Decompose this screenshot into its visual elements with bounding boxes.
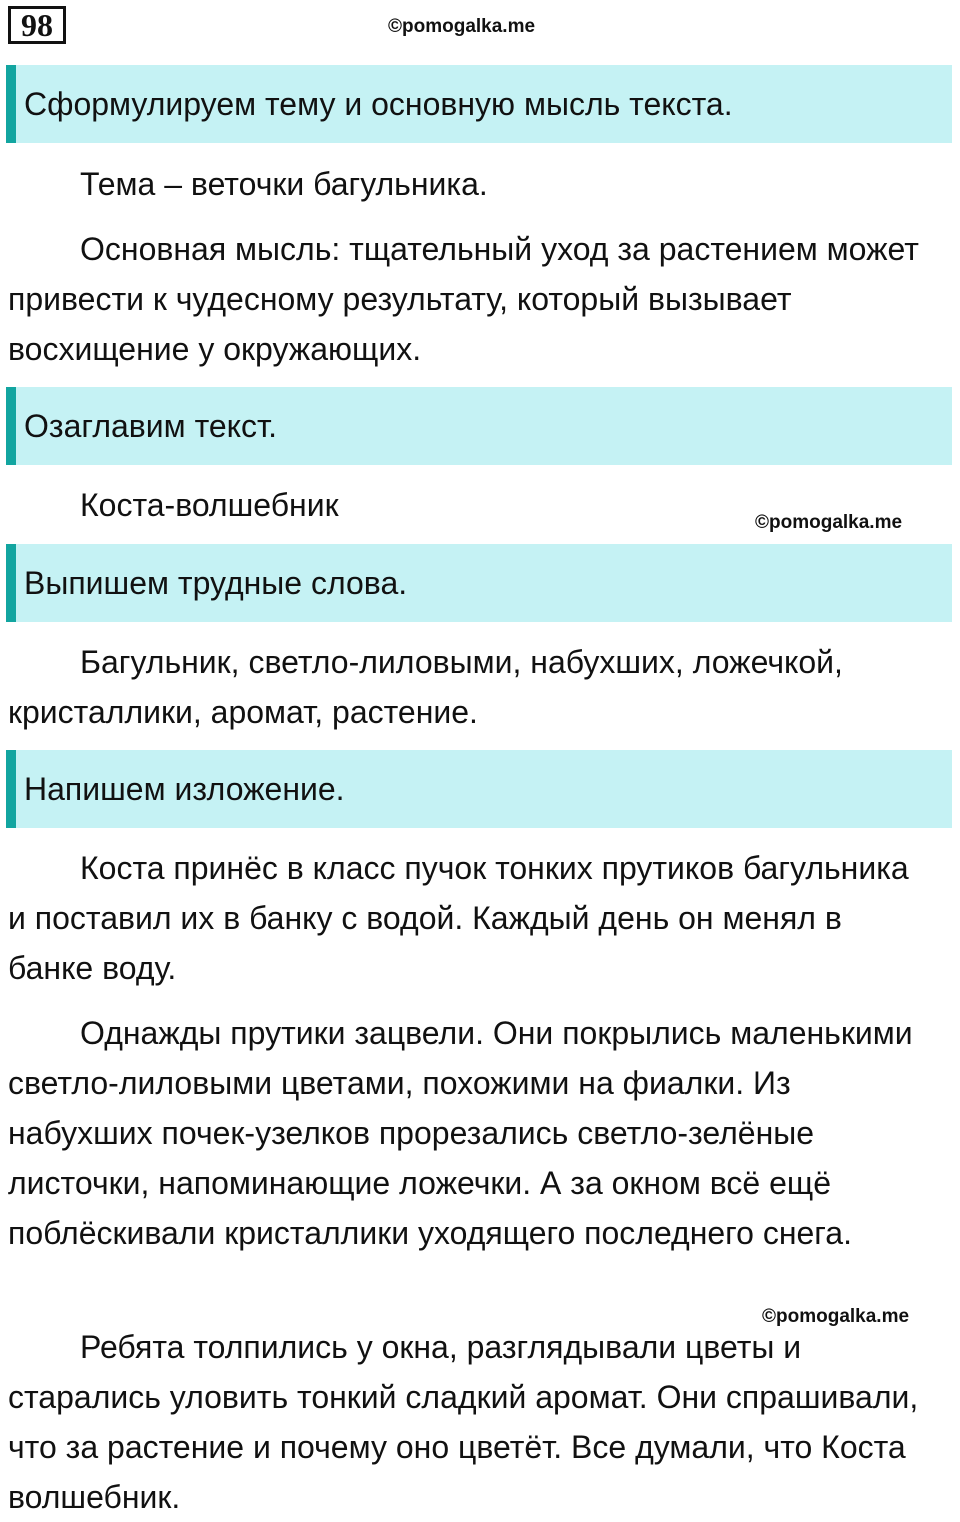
paragraph-main-idea: Основная мысль: тщательный уход за растением может привести к чудесному результату, который вызывает восхищение у окружающих.	[8, 231, 919, 367]
section-header-theme: Сформулируем тему и основную мысль текста.	[6, 65, 952, 143]
paragraph-essay-2: Однажды прутики зацвели. Они покрылись маленькими светло-лиловыми цветами, похожими на фиалки. Из набухших почек-узелков прорезались светло-зелёные листочки, напоминающие ложечки. А за окном всё ещё поблёскивали кристаллики уходящего последнего снега.	[8, 1015, 913, 1251]
watermark-bottom: ©pomogalka.me	[762, 1306, 910, 1327]
paragraph-title: Коста-волшебник	[80, 487, 339, 523]
paragraph-theme: Тема – веточки багульника.	[80, 166, 488, 202]
watermark-middle: ©pomogalka.me	[755, 512, 903, 533]
page-number: 98	[8, 6, 66, 44]
section-header-essay: Напишем изложение.	[6, 750, 952, 828]
section-header-title: Озаглавим текст.	[6, 387, 952, 465]
paragraph-essay-3: Ребята толпились у окна, разглядывали цветы и старались уловить тонкий сладкий аромат. Они спрашивали, что за растение и почему оно цветёт. Все думали, что Коста волшебник.	[8, 1329, 919, 1515]
paragraph-essay-1: Коста принёс в класс пучок тонких прутиков багульника и поставил их в банку с водой. Каждый день он менял в банке воду.	[8, 850, 909, 986]
watermark-top: ©pomogalka.me	[388, 16, 536, 37]
paragraph-difficult-words: Багульник, светло-лиловыми, набухших, ложечкой, кристаллики, аромат, растение.	[8, 644, 843, 730]
section-header-difficult-words: Выпишем трудные слова.	[6, 544, 952, 622]
